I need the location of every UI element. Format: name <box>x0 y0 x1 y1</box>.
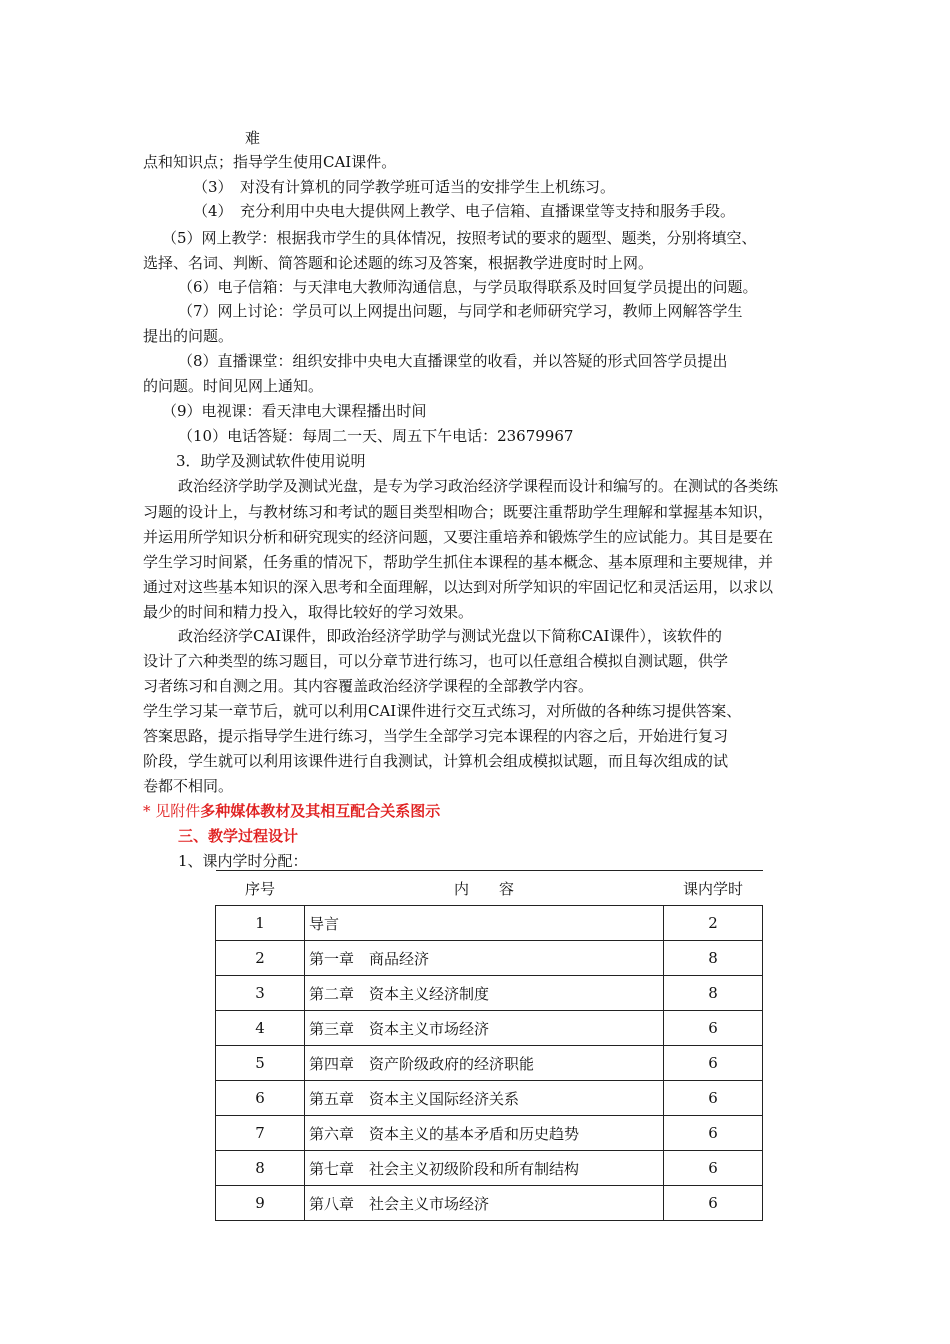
table-row <box>216 1186 763 1221</box>
table-row <box>216 906 763 941</box>
row-content: 第二章 资本主义经济制度 <box>305 976 664 1011</box>
section-title: 三、教学过程设计 <box>178 827 299 845</box>
row-number: 4 <box>216 1011 305 1046</box>
row-content: 导言 <box>305 906 664 941</box>
list-item: （10）电话答疑：每周二一天、周五下午电话：23679967 <box>178 427 574 445</box>
table-row <box>216 1011 763 1046</box>
paragraph-line: 学生学习时间紧，任务重的情况下，帮助学生抓住本课程的基本概念、基本原理和主要规律，并 <box>143 553 774 571</box>
paragraph-line: 习者练习和自测之用。其内容覆盖政治经济学课程的全部教学内容。 <box>143 677 594 695</box>
header-number: 序号 <box>216 871 305 906</box>
row-content: 第八章 社会主义市场经济 <box>305 1186 664 1221</box>
paragraph-line: 并运用所学知识分析和研究现实的经济问题，又要注重培养和锻炼学生的应试能力。其目是要在 <box>143 528 774 546</box>
paragraph-line: 习题的设计上，与教材练习和考试的题目类型相吻合；既要注重帮助学生理解和掌握基本知识， <box>143 503 774 521</box>
paragraph-line: 卷都不相同。 <box>143 777 234 795</box>
list-item: （5）网上教学：根据我市学生的具体情况，按照考试的要求的题型、题类，分别将填空、 <box>162 229 757 247</box>
list-item: （7）网上讨论：学员可以上网提出问题，与同学和老师研究学习，教师上网解答学生 <box>178 302 743 320</box>
paragraph-line: 通过对这些基本知识的深入思考和全面理解，以达到对所学知识的牢固记忆和灵活运用，以求以 <box>143 578 774 596</box>
paragraph-line: 阶段，学生就可以利用该课件进行自我测试，计算机会组成模拟试题，而且每次组成的试 <box>143 752 729 770</box>
text-line: 选择、名词、判断、简答题和论述题的练习及答案，根据教学进度时时上网。 <box>143 254 654 272</box>
header-hours: 课内学时 <box>664 871 763 906</box>
row-hours: 6 <box>664 1116 763 1151</box>
row-content: 第五章 资本主义国际经济关系 <box>305 1081 664 1116</box>
row-hours: 8 <box>664 941 763 976</box>
paragraph-line: 政治经济学CAI课件，即政治经济学助学与测试光盘以下简称CAI课件），该软件的 <box>178 627 722 645</box>
row-number: 1 <box>216 906 305 941</box>
paragraph-line: 设计了六种类型的练习题目，可以分章节进行练习，也可以任意组合模拟自测试题，供学 <box>143 652 729 670</box>
table-caption: 1、课内学时分配： <box>178 852 308 870</box>
list-item: （8）直播课堂：组织安排中央电大直播课堂的收看，并以答疑的形式回答学员提出 <box>178 352 728 370</box>
list-item: （3） 对没有计算机的同学教学班可适当的安排学生上机练习。 <box>193 178 616 196</box>
table-row <box>216 1046 763 1081</box>
row-content: 第四章 资产阶级政府的经济职能 <box>305 1046 664 1081</box>
row-content: 第三章 资本主义市场经济 <box>305 1011 664 1046</box>
subheading: 3．助学及测试软件使用说明 <box>176 452 366 470</box>
paragraph-line: 政治经济学助学及测试光盘，是专为学习政治经济学课程而设计和编写的。在测试的各类练 <box>178 477 779 495</box>
row-hours: 6 <box>664 1151 763 1186</box>
text-line: 的问题。时间见网上通知。 <box>143 377 324 395</box>
table-row <box>216 1116 763 1151</box>
header-content: 内 容 <box>305 871 664 906</box>
row-number: 5 <box>216 1046 305 1081</box>
text-line: 点和知识点；指导学生使用CAI课件。 <box>143 153 397 171</box>
paragraph-line: 最少的时间和精力投入，取得比较好的学习效果。 <box>143 603 474 621</box>
text-line: 难 <box>245 129 261 147</box>
list-item: （6）电子信箱：与天津电大教师沟通信息，与学员取得联系及时回复学员提出的问题。 <box>178 278 758 296</box>
table-row <box>216 1081 763 1116</box>
row-hours: 6 <box>664 1046 763 1081</box>
row-hours: 6 <box>664 1011 763 1046</box>
attachment-note-prefix: * 见附件 <box>143 802 201 820</box>
row-hours: 8 <box>664 976 763 1011</box>
row-hours: 2 <box>664 906 763 941</box>
list-item: （4） 充分利用中央电大提供网上教学、电子信箱、直播课堂等支持和服务手段。 <box>193 202 736 220</box>
table-row <box>216 976 763 1011</box>
paragraph-line: 学生学习某一章节后，就可以利用CAI课件进行交互式练习，对所做的各种练习提供答案、 <box>143 702 742 720</box>
row-content: 第一章 商品经济 <box>305 941 664 976</box>
row-hours: 6 <box>664 1186 763 1221</box>
paragraph-line: 答案思路，提示指导学生进行练习，当学生全部学习完本课程的内容之后，开始进行复习 <box>143 727 729 745</box>
row-number: 9 <box>216 1186 305 1221</box>
table-header-row <box>216 871 763 906</box>
row-content: 第六章 资本主义的基本矛盾和历史趋势 <box>305 1116 664 1151</box>
attachment-note <box>143 801 440 821</box>
row-content: 第七章 社会主义初级阶段和所有制结构 <box>305 1151 664 1186</box>
row-hours: 6 <box>664 1081 763 1116</box>
row-number: 8 <box>216 1151 305 1186</box>
row-number: 7 <box>216 1116 305 1151</box>
table-row <box>216 1151 763 1186</box>
row-number: 2 <box>216 941 305 976</box>
row-number: 3 <box>216 976 305 1011</box>
attachment-note-title: 多种媒体教材及其相互配合关系图示 <box>200 802 441 820</box>
row-number: 6 <box>216 1081 305 1116</box>
class-hours-table <box>215 870 763 1221</box>
text-line: 提出的问题。 <box>143 327 234 345</box>
table-row <box>216 941 763 976</box>
list-item: （9）电视课：看天津电大课程播出时间 <box>162 402 427 420</box>
